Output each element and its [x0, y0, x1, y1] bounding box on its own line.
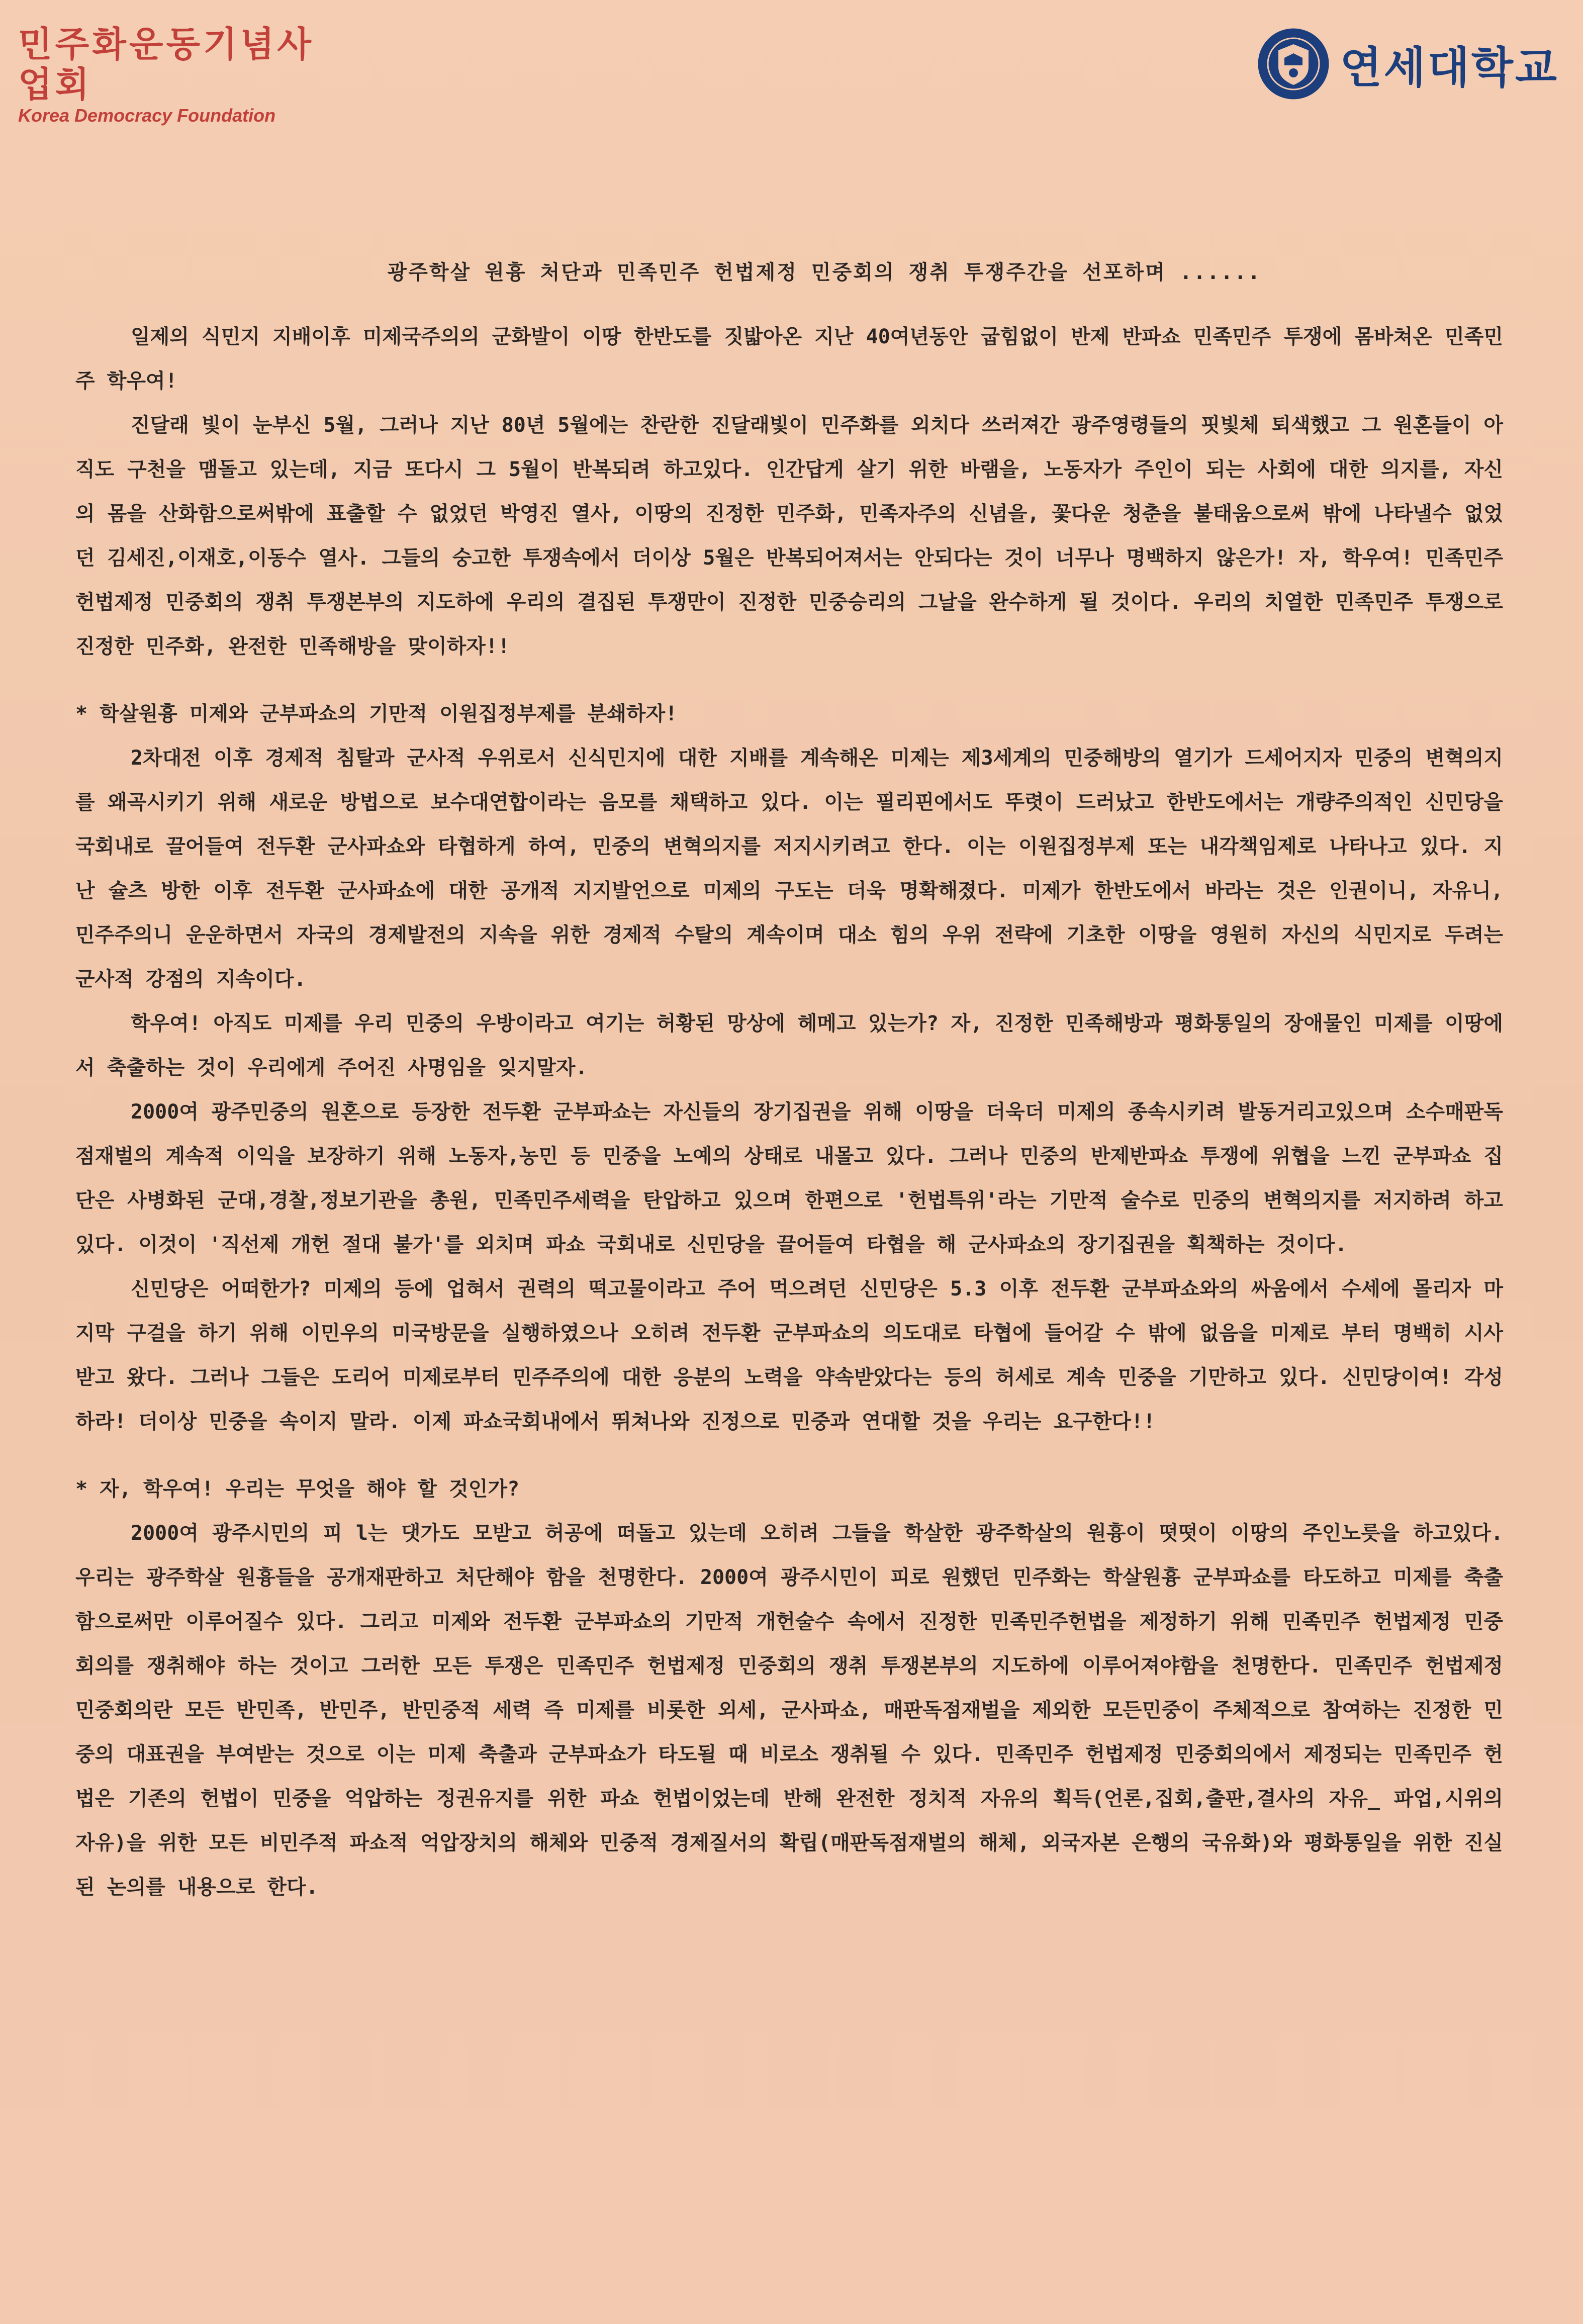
section-1-paragraph-3: 2000여 광주민중의 원혼으로 등장한 전두환 군부파쇼는 자신들의 장기집권을 위해 이땅을 더욱더 미제의 종속시키려 발동거리고있으며 소수매판독점재벌의 계속적 이익을 보장하기 위해 노동자,농민 등 민중을 노예의 상태로 내몰고 있다. 그러나 민중의 반제반파쇼 투쟁에 위협을 느낀 군부파쇼 집단은 사병화된 군대,경찰,정보기관을 총원, 민족민주세력을 탄압하고 있으며 한편으로 '헌법특위'라는 기만적 술수로 민중의 변혁의지를 저지하려 하고있다. 이것이 '직선제 개헌 절대 불가'를 외치며 파쇼 국회내로 신민당을 끌어들여 타협을 해 군사파쇼의 장기집권을 획책하는 것이다.: [75, 1100, 1503, 1256]
intro-paragraph-2: 진달래 빛이 눈부신 5월, 그러나 지난 80년 5월에는 찬란한 진달래빛이 민주화를 외치다 쓰러져간 광주영령들의 핏빛체 퇴색했고 그 원혼들이 아직도 구천을 맴돌고 있는데, 지금 또다시 그 5월이 반복되려 하고있다. 인간답게 살기 위한 바램을, 노동자가 주인이 되는 사회에 대한 의지를, 자신의 몸을 산화함으로써밖에 표출할 수 없었던 박영진 열사, 이땅의 진정한 민주화, 민족자주의 신념을, 꽃다운 청춘을 불태움으로써 밖에 나타낼수 없었던 김세진,이재호,이동수 열사. 그들의 숭고한 투쟁속에서 더이상 5월은 반복되어져서는 안되다는 것이 너무나 명백하지 않은가! 자, 학우여! 민족민주 헌법제정 민중회의 쟁취 투쟁본부의 지도하에 우리의 결집된 투쟁만이 진정한 민중승리의 그날을 완수하게 될 것이다. 우리의 치열한 민족민주 투쟁으로 진정한 민주화, 완전한 민족해방을 맞이하자!!: [75, 414, 1503, 658]
section-1-paragraph-2: 학우여! 아직도 미제를 우리 민중의 우방이라고 여기는 허황된 망상에 헤메고 있는가? 자, 진정한 민족해방과 평화통일의 장애물인 미제를 이땅에서 축출하는 것이 우리에게 주어진 사명임을 잊지말자.: [75, 1012, 1503, 1079]
document-body: [75, 250, 1503, 1909]
document-title: 광주학살 원흉 처단과 민족민주 헌법제정 민중회의 쟁취 투쟁주간을 선포하며 ......: [387, 261, 1262, 284]
section-1-paragraph-4: 신민당은 어떠한가? 미제의 등에 업혀서 권력의 떡고물이라고 주어 먹으려던 신민당은 5.3 이후 전두환 군부파쇼와의 싸움에서 수세에 몰리자 마지막 구걸을 하기 위해 이민우의 미국방문을 실행하였으나 오히려 전두환 군부파쇼의 의도대로 타협에 들어갈 수 밖에 없음을 미제로 부터 명백히 시사받고 왔다. 그러나 그들은 도리어 미제로부터 민주주의에 대한 응분의 노력을 약속받았다는 등의 허세로 계속 민중을 기만하고 있다. 신민당이여! 각성하라! 더이상 민중을 속이지 말라. 이제 파쇼국회내에서 뛰쳐나와 진정으로 민중과 연대할 것을 우리는 요구한다!!: [75, 1277, 1503, 1433]
university-name: 연세대학교: [1340, 43, 1559, 93]
yonsei-university-seal-icon: [1256, 26, 1331, 102]
section-1-paragraph-1: 2차대전 이후 경제적 침탈과 군사적 우위로서 신식민지에 대한 지배를 계속해온 미제는 제3세계의 민중해방의 열기가 드세어지자 민중의 변혁의지를 왜곡시키기 위해 새로운 방법으로 보수대연합이라는 음모를 채택하고 있다. 이는 필리핀에서도 뚜렷이 드러났고 한반도에서는 개량주의적인 신민당을 국회내로 끌어들여 전두환 군사파쇼와 타협하게 하여, 민중의 변혁의지를 저지시키려고 한다. 이는 이원집정부제 또는 내각책임제로 나타나고 있다. 지난 슐츠 방한 이후 전두환 군사파쇼에 대한 공개적 지지발언으로 미제의 구도는 더욱 명확해졌다. 미제가 한반도에서 바라는 것은 인권이니, 자유니, 민주주의니 운운하면서 자국의 경제발전의 지속을 위한 경제적 수탈의 계속이며 대소 힘의 우위 전략에 기초한 이땅을 영원히 자신의 식민지로 두려는 군사적 강점의 지속이다.: [75, 747, 1503, 991]
intro-paragraph-1: 일제의 식민지 지배이후 미제국주의의 군화발이 이땅 한반도를 짓밟아온 지난 40여년동안 굽힘없이 반제 반파쇼 민족민주 투쟁에 몸바쳐온 민족민주 학우여!: [75, 325, 1503, 393]
section-1-heading: * 학살원흉 미제와 군부파쇼의 기만적 이원집정부제를 분쇄하자!: [75, 702, 678, 725]
foundation-name-ko: 민주화운동기념사업회: [18, 23, 314, 105]
university-logo: [1256, 26, 1559, 102]
section-2-paragraph-1: 2000여 광주시민의 피 l는 댓가도 모받고 허공에 떠돌고 있는데 오히려 그들을 학살한 광주학살의 원흉이 떳떳이 이땅의 주인노릇을 하고있다. 우리는 광주학살 원흉들을 공개재판하고 처단해야 함을 천명한다. 2000여 광주시민이 피로 원했던 민주화는 학살원흉 군부파쇼를 타도하고 미제를 축출함으로써만 이루어질수 있다. 그리고 미제와 전두환 군부파쇼의 기만적 개헌술수 속에서 진정한 민족민주헌법을 제정하기 위해 민족민주 헌법제정 민중회의를 쟁취해야 하는 것이고 그러한 모든 투쟁은 민족민주 헌법제정 민중회의 쟁취 투쟁본부의 지도하에 이루어져야함을 천명한다. 민족민주 헌법제정 민중회의란 모든 반민족, 반민주, 반민중적 세력 즉 미제를 비롯한 외세, 군사파쇼, 매판독점재벌을 제외한 모든민중이 주체적으로 참여하는 진정한 민중의 대표권을 부여받는 것으로 이는 미제 축출과 군부파쇼가 타도될 때 비로소 쟁취될 수 있다. 민족민주 헌법제정 민중회의에서 제정되는 민족민주 헌법은 기존의 헌법이 민중을 억압하는 정권유지를 위한 파쇼 헌법이었는데 반해 완전한 정치적 자유의 획득(언론,집회,출판,결사의 자유_ 파업,시위의 자유)을 위한 모든 비민주적 파쇼적 억압장치의 해체와 민중적 경제질서의 확립(매판독점재벌의 해체, 외국자본 은행의 국유화)와 평화통일을 위한 진실된 논의를 내용으로 한다.: [75, 1522, 1503, 1899]
section-2-heading: * 자, 학우여! 우리는 무엇을 해야 할 것인가?: [75, 1477, 520, 1501]
foundation-logo: [18, 24, 340, 127]
foundation-name-en: Korea Democracy Foundation: [18, 105, 276, 126]
